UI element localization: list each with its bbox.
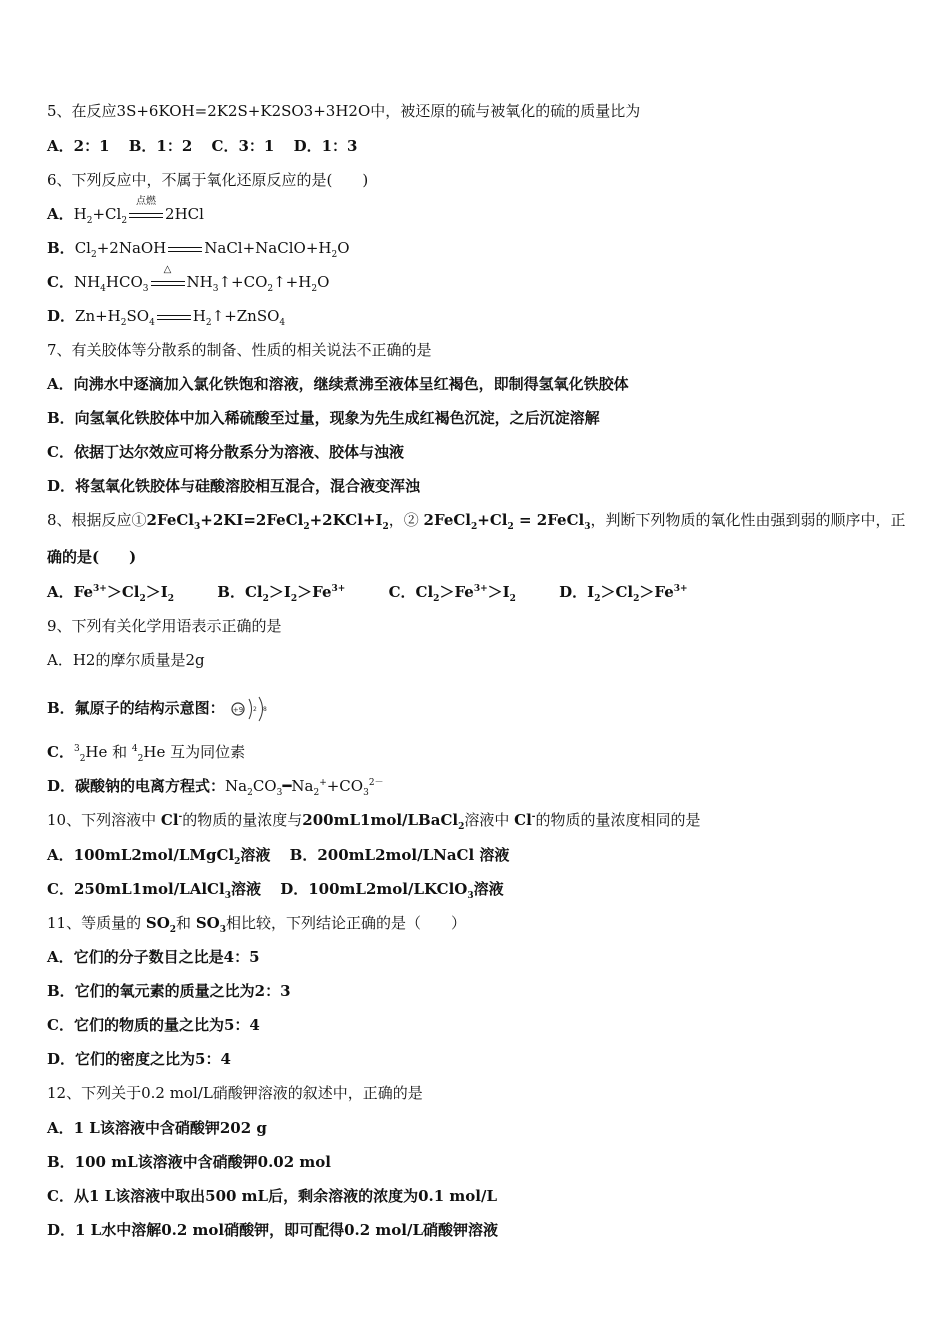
q9-option-d: D．碳酸钠的电离方程式：$Na_2CO_3━Na_2^++CO_3^{2-}$ <box>47 777 384 798</box>
heat-triangle-icon: △ <box>163 264 172 275</box>
q6-option-c: C．$NH_4HCO_3$ △ $NH_3↑+CO_2↑+H_2O$ <box>47 272 329 292</box>
q7-option-d: D．将氢氧化铁胶体与硅酸溶胶相互混合，混合液变浑浊 <box>47 477 421 495</box>
q9-option-b: B．氟原子的结构示意图： +9 2 8 <box>47 694 269 724</box>
svg-text:2: 2 <box>253 706 258 713</box>
q8-stem-line2: 确的是( ) <box>47 548 137 566</box>
q8-options: A．$Fe^{3+}>Cl_2>I_2$ B．$Cl_2>I_2>Fe^{3+}$ C．$Cl_2>Fe^{3+}>I_2$ D．$I_2>Cl_2>Fe^{3+}$ <box>47 583 688 604</box>
q5-options <box>47 136 358 156</box>
svg-text:8: 8 <box>263 706 268 713</box>
q6-option-d: D．$Zn+H_2SO_4$ $H_2↑+ZnSO_4$ <box>47 307 286 328</box>
fluorine-atom-structure-icon <box>229 694 269 724</box>
q9-option-a: A．H2的摩尔质量是2g <box>47 651 205 669</box>
q5-stem: 5、在反应3S+6KOH=2K2S+K2SO3+3H2O中，被还原的硫与被氧化的硫的质量比为 <box>47 102 641 120</box>
q11-stem: 11、等质量的 $SO_2$和 $SO_3$相比较，下列结论正确的是（ ） <box>47 914 467 935</box>
q8-stem: 8、根据反应$①2FeCl_3+2KI=2FeCl_2+2KCl+I_2$，② $2FeCl_2+Cl_2$ = 2FeCl$_3$，判断下列物质的氧化性由强到弱的顺序中，正 <box>47 511 906 532</box>
q7-stem: 7、有关胶体等分散系的制备、性质的相关说法不正确的是 <box>47 341 432 359</box>
q5-option-a: A．2：1 <box>47 137 110 155</box>
q6-option-a: A．$H_2+Cl_2$ 点燃 2HCl <box>47 196 204 226</box>
q12-option-a: A．1 L该溶液中含硝酸钾202 g <box>47 1119 267 1137</box>
q12-option-b: B．100 mL该溶液中含硝酸钾0.02 mol <box>47 1153 331 1171</box>
q6-stem: 6、下列反应中，不属于氧化还原反应的是( ) <box>47 171 369 189</box>
q7-option-c: C．依据丁达尔效应可将分散系分为溶液、胶体与浊液 <box>47 443 404 461</box>
q12-option-c: C．从1 L该溶液中取出500 mL后，剩余溶液的浓度为0.1 mol/L <box>47 1187 498 1205</box>
q9-option-c: C．$^3_2$He 和 $^4_2$He 互为同位素 <box>47 743 246 764</box>
q11-option-c: C．它们的物质的量之比为5：4 <box>47 1016 260 1034</box>
q11-option-a: A．它们的分子数目之比是4：5 <box>47 948 260 966</box>
q5-option-d: D．1：3 <box>293 137 358 155</box>
q6-option-b: B．$Cl_2+2NaOH$ $NaCl+NaClO+H_2O$ <box>47 239 350 260</box>
q9-stem: 9、下列有关化学用语表示正确的是 <box>47 617 282 635</box>
q10-options-cd: C．250mL1mol/LAlCl$_3$溶液 D．100mL2mol/LKClO$_3$溶液 <box>47 880 504 901</box>
q10-stem: 10、下列溶液中 Cl-的物质的量浓度与200mL1mol/LBaCl$_2$溶液中 Cl-的物质的量浓度相同的是 <box>47 811 701 832</box>
q7-option-b: B．向氢氧化铁胶体中加入稀硫酸至过量，现象为先生成红褐色沉淀，之后沉淀溶解 <box>47 409 600 427</box>
q12-option-d: D．1 L水中溶解0.2 mol硝酸钾，即可配得0.2 mol/L硝酸钾溶液 <box>47 1221 499 1239</box>
q5-option-c: C．3：1 <box>211 137 275 155</box>
q12-stem: 12、下列关于0.2 mol/L硝酸钾溶液的叙述中，正确的是 <box>47 1084 423 1102</box>
q10-options-ab: A．100mL2mol/LMgCl$_2$溶液 B．200mL2mol/LNaCl 溶液 <box>47 846 510 867</box>
q11-option-b: B．它们的氧元素的质量之比为2：3 <box>47 982 291 1000</box>
q5-option-b: B．1：2 <box>128 137 193 155</box>
svg-text:+9: +9 <box>233 706 244 714</box>
q7-option-a: A．向沸水中逐滴加入氯化铁饱和溶液，继续煮沸至液体呈红褐色，即制得氢氧化铁胶体 <box>47 375 629 393</box>
q11-option-d: D．它们的密度之比为5：4 <box>47 1050 231 1068</box>
